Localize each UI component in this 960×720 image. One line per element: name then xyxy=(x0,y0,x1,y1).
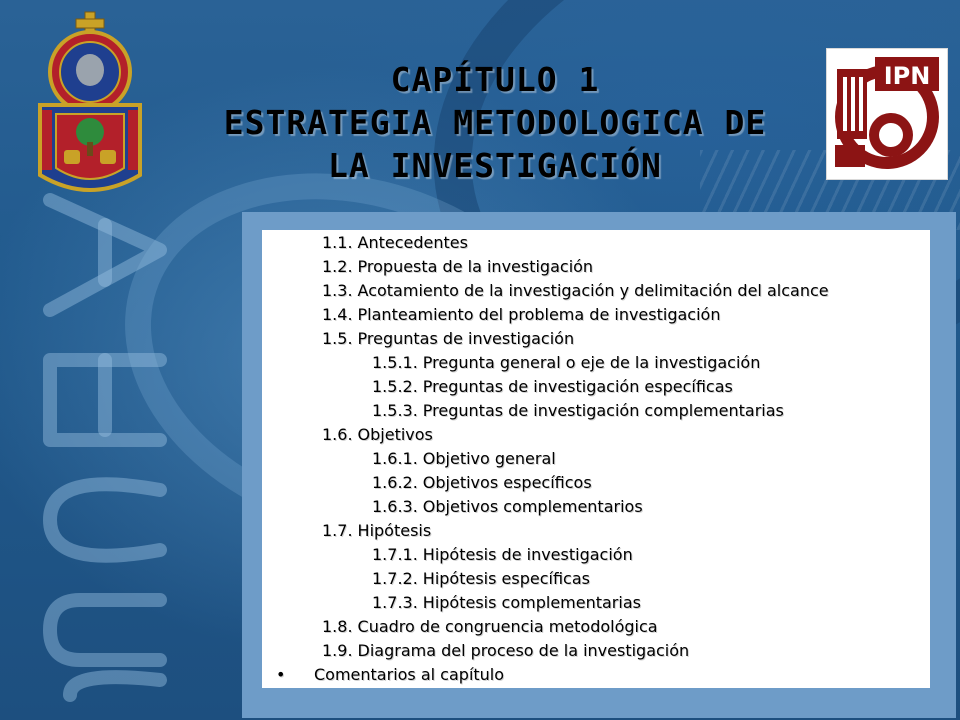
outline-item-number: 1.5.2. xyxy=(372,377,418,396)
outline-item-number: 1.6.1. xyxy=(372,449,418,468)
slide-title xyxy=(150,58,840,187)
outline-item-text: Objetivos específicos xyxy=(422,473,592,492)
outline-item-text: Hipótesis xyxy=(357,521,432,540)
outline-item xyxy=(262,231,930,255)
outline-item-number: 1.5.3. xyxy=(372,401,418,420)
outline-item-text: Preguntas de investigación xyxy=(357,329,575,348)
outline-item-text: Comentarios al capítulo xyxy=(314,665,505,684)
outline-item xyxy=(262,327,930,351)
content-panel xyxy=(262,230,930,688)
outline-item-number: 1.7.2. xyxy=(372,569,418,588)
outline-item-number: 1.6.3. xyxy=(372,497,418,516)
outline-item-text: Objetivos complementarios xyxy=(422,497,643,516)
outline-item-number: 1.2. xyxy=(322,257,353,276)
outline-subitem xyxy=(262,399,930,423)
outline-item-text: Acotamiento de la investigación y delimitación del alcance xyxy=(357,281,829,300)
title-line-3: LA INVESTIGACIÓN xyxy=(328,146,662,185)
outline-item-text: Diagrama del proceso de la investigación xyxy=(357,641,690,660)
ipn-logo xyxy=(826,48,948,180)
outline-item-number: 1.7. xyxy=(322,521,353,540)
chapter-outline xyxy=(262,230,930,687)
outline-item-text: Cuadro de congruencia metodológica xyxy=(357,617,658,636)
outline-item-number: 1.8. xyxy=(322,617,353,636)
outline-item-text: Preguntas de investigación complementarias xyxy=(422,401,784,420)
udg-crest-logo xyxy=(20,10,160,200)
outline-item xyxy=(262,303,930,327)
outline-item xyxy=(262,423,930,447)
outline-item-number: 1.5. xyxy=(322,329,353,348)
outline-item-text: Planteamiento del problema de investigación xyxy=(357,305,721,324)
outline-subitem xyxy=(262,447,930,471)
bullet-icon: • xyxy=(276,665,286,684)
outline-item-text: Hipótesis complementarias xyxy=(422,593,641,612)
outline-subitem xyxy=(262,591,930,615)
cucea-watermark xyxy=(10,190,220,710)
outline-item-text: Antecedentes xyxy=(357,233,468,252)
outline-item-number: 1.7.3. xyxy=(372,593,418,612)
outline-item xyxy=(262,279,930,303)
outline-item xyxy=(262,615,930,639)
outline-subitem xyxy=(262,351,930,375)
outline-subitem xyxy=(262,567,930,591)
outline-subitem xyxy=(262,495,930,519)
outline-subitem xyxy=(262,543,930,567)
outline-item-number: 1.9. xyxy=(322,641,353,660)
outline-item-text: Objetivo general xyxy=(422,449,556,468)
title-line-2: ESTRATEGIA METODOLOGICA DE xyxy=(223,103,767,142)
outline-item-text: Objetivos xyxy=(357,425,433,444)
outline-item-text: Hipótesis de investigación xyxy=(422,545,633,564)
outline-item-text: Preguntas de investigación específicas xyxy=(422,377,733,396)
outline-bullet-item xyxy=(262,663,930,687)
outline-subitem xyxy=(262,471,930,495)
title-line-1: CAPÍTULO 1 xyxy=(390,60,600,99)
outline-item-number: 1.5.1. xyxy=(372,353,418,372)
outline-item-text: Hipótesis específicas xyxy=(422,569,590,588)
outline-item-text: Pregunta general o eje de la investigación xyxy=(422,353,761,372)
outline-item xyxy=(262,519,930,543)
outline-subitem xyxy=(262,375,930,399)
outline-item-text: Propuesta de la investigación xyxy=(357,257,594,276)
ipn-logo-text: IPN xyxy=(883,62,931,90)
outline-item-number: 1.3. xyxy=(322,281,353,300)
ipn-emblem-icon xyxy=(827,49,947,179)
outline-item-number: 1.1. xyxy=(322,233,353,252)
outline-item-number: 1.6.2. xyxy=(372,473,418,492)
outline-item xyxy=(262,255,930,279)
outline-item-number: 1.7.1. xyxy=(372,545,418,564)
outline-item xyxy=(262,639,930,663)
outline-item-number: 1.6. xyxy=(322,425,353,444)
outline-item-number: 1.4. xyxy=(322,305,353,324)
